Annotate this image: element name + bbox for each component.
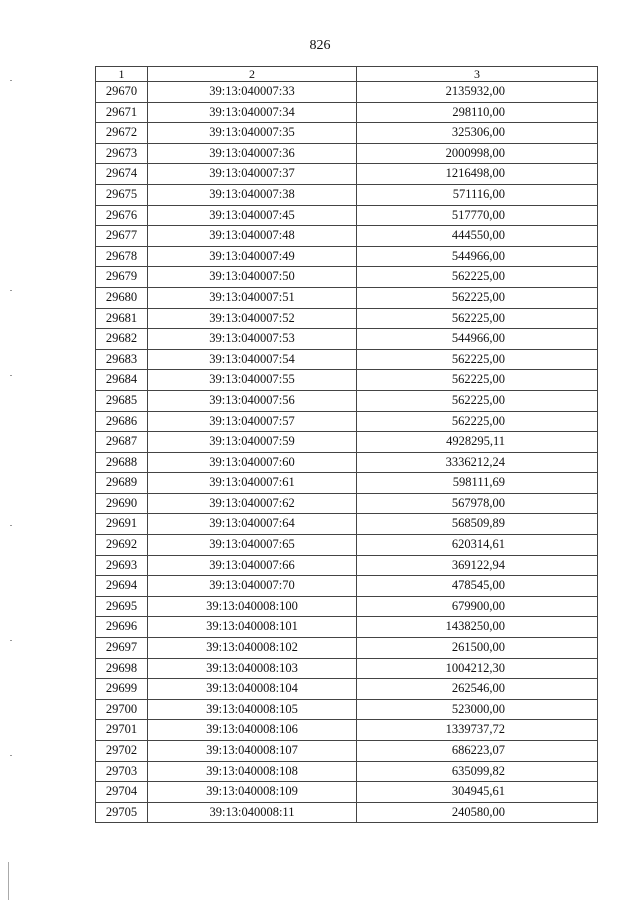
cadastral-value-cell: 562225,00 xyxy=(357,370,598,391)
cadastral-value-cell: 568509,89 xyxy=(357,514,598,535)
cadastral-value-cell: 686223,07 xyxy=(357,741,598,762)
cadastral-value-cell: 562225,00 xyxy=(357,287,598,308)
row-number-cell: 29680 xyxy=(96,287,148,308)
cadastral-value-cell: 298110,00 xyxy=(357,102,598,123)
row-number-cell: 29689 xyxy=(96,473,148,494)
cadastral-number-cell: 39:13:040007:56 xyxy=(148,390,357,411)
table-row xyxy=(96,370,598,391)
table-row xyxy=(96,123,598,144)
cadastral-number-cell: 39:13:040008:106 xyxy=(148,720,357,741)
row-number-cell: 29700 xyxy=(96,699,148,720)
cadastral-number-cell: 39:13:040008:104 xyxy=(148,679,357,700)
table-row xyxy=(96,782,598,803)
cadastral-value-cell: 567978,00 xyxy=(357,493,598,514)
cadastral-value-cell: 325306,00 xyxy=(357,123,598,144)
row-number-cell: 29672 xyxy=(96,123,148,144)
table-row xyxy=(96,473,598,494)
margin-mark xyxy=(10,640,12,641)
row-number-cell: 29702 xyxy=(96,741,148,762)
table-row xyxy=(96,246,598,267)
row-number-cell: 29684 xyxy=(96,370,148,391)
table-row xyxy=(96,226,598,247)
margin-mark xyxy=(10,80,12,81)
table-row xyxy=(96,741,598,762)
row-number-cell: 29681 xyxy=(96,308,148,329)
row-number-cell: 29671 xyxy=(96,102,148,123)
cadastral-value-cell: 571116,00 xyxy=(357,184,598,205)
margin-mark xyxy=(10,525,12,526)
table-row xyxy=(96,576,598,597)
cadastral-value-cell: 3336212,24 xyxy=(357,452,598,473)
table-row xyxy=(96,452,598,473)
cadastral-value-cell: 304945,61 xyxy=(357,782,598,803)
row-number-cell: 29693 xyxy=(96,555,148,576)
cadastral-number-cell: 39:13:040007:70 xyxy=(148,576,357,597)
cadastral-value-cell: 444550,00 xyxy=(357,226,598,247)
cadastral-value-cell: 562225,00 xyxy=(357,267,598,288)
cadastral-value-cell: 635099,82 xyxy=(357,761,598,782)
cadastral-number-cell: 39:13:040007:34 xyxy=(148,102,357,123)
cadastral-value-cell: 1438250,00 xyxy=(357,617,598,638)
cadastral-value-cell: 562225,00 xyxy=(357,308,598,329)
cadastral-number-cell: 39:13:040007:33 xyxy=(148,82,357,103)
row-number-cell: 29679 xyxy=(96,267,148,288)
table-row xyxy=(96,679,598,700)
table-row xyxy=(96,535,598,556)
row-number-cell: 29698 xyxy=(96,658,148,679)
table-row xyxy=(96,308,598,329)
table-body xyxy=(96,82,598,823)
table-row xyxy=(96,596,598,617)
cadastral-value-cell: 2000998,00 xyxy=(357,143,598,164)
table-header-row xyxy=(96,67,598,82)
margin-mark xyxy=(10,375,12,376)
cadastral-number-cell: 39:13:040007:66 xyxy=(148,555,357,576)
cadastral-value-cell: 523000,00 xyxy=(357,699,598,720)
cadastral-value-cell: 562225,00 xyxy=(357,411,598,432)
cadastral-number-cell: 39:13:040007:53 xyxy=(148,329,357,350)
cadastral-number-cell: 39:13:040008:102 xyxy=(148,638,357,659)
cadastral-number-cell: 39:13:040007:54 xyxy=(148,349,357,370)
row-number-cell: 29674 xyxy=(96,164,148,185)
cadastral-value-cell: 517770,00 xyxy=(357,205,598,226)
row-number-cell: 29694 xyxy=(96,576,148,597)
table-row xyxy=(96,205,598,226)
row-number-cell: 29688 xyxy=(96,452,148,473)
table-row xyxy=(96,761,598,782)
row-number-cell: 29673 xyxy=(96,143,148,164)
cadastral-number-cell: 39:13:040008:109 xyxy=(148,782,357,803)
cadastral-number-cell: 39:13:040007:51 xyxy=(148,287,357,308)
row-number-cell: 29705 xyxy=(96,802,148,823)
row-number-cell: 29697 xyxy=(96,638,148,659)
table-row xyxy=(96,493,598,514)
table-row xyxy=(96,82,598,103)
cadastral-number-cell: 39:13:040008:108 xyxy=(148,761,357,782)
column-header-2: 2 xyxy=(148,67,357,82)
cadastral-value-cell: 1339737,72 xyxy=(357,720,598,741)
cadastral-number-cell: 39:13:040007:48 xyxy=(148,226,357,247)
row-number-cell: 29687 xyxy=(96,432,148,453)
cadastral-number-cell: 39:13:040007:64 xyxy=(148,514,357,535)
cadastral-number-cell: 39:13:040007:62 xyxy=(148,493,357,514)
cadastral-value-cell: 478545,00 xyxy=(357,576,598,597)
table-row xyxy=(96,349,598,370)
row-number-cell: 29699 xyxy=(96,679,148,700)
cadastral-number-cell: 39:13:040007:37 xyxy=(148,164,357,185)
margin-mark xyxy=(10,290,12,291)
table-row xyxy=(96,267,598,288)
table-row xyxy=(96,555,598,576)
table-row xyxy=(96,432,598,453)
table-row xyxy=(96,617,598,638)
row-number-cell: 29685 xyxy=(96,390,148,411)
cadastral-value-cell: 1004212,30 xyxy=(357,658,598,679)
cadastral-value-cell: 679900,00 xyxy=(357,596,598,617)
cadastral-number-cell: 39:13:040007:55 xyxy=(148,370,357,391)
cadastral-value-cell: 544966,00 xyxy=(357,246,598,267)
cadastral-value-cell: 562225,00 xyxy=(357,390,598,411)
cadastral-value-cell: 544966,00 xyxy=(357,329,598,350)
cadastral-value-cell: 4928295,11 xyxy=(357,432,598,453)
cadastral-number-cell: 39:13:040007:49 xyxy=(148,246,357,267)
table-row xyxy=(96,329,598,350)
row-number-cell: 29675 xyxy=(96,184,148,205)
cadastral-number-cell: 39:13:040007:36 xyxy=(148,143,357,164)
table-row xyxy=(96,184,598,205)
column-header-1: 1 xyxy=(96,67,148,82)
row-number-cell: 29696 xyxy=(96,617,148,638)
page-number: 826 xyxy=(309,38,331,53)
cadastral-number-cell: 39:13:040007:61 xyxy=(148,473,357,494)
cadastral-number-cell: 39:13:040007:60 xyxy=(148,452,357,473)
cadastral-value-cell: 562225,00 xyxy=(357,349,598,370)
row-number-cell: 29670 xyxy=(96,82,148,103)
cadastral-number-cell: 39:13:040008:105 xyxy=(148,699,357,720)
row-number-cell: 29701 xyxy=(96,720,148,741)
cadastral-number-cell: 39:13:040008:107 xyxy=(148,741,357,762)
table-row xyxy=(96,287,598,308)
margin-line xyxy=(8,862,9,900)
row-number-cell: 29691 xyxy=(96,514,148,535)
row-number-cell: 29676 xyxy=(96,205,148,226)
column-header-3: 3 xyxy=(357,67,598,82)
cadastral-number-cell: 39:13:040008:103 xyxy=(148,658,357,679)
cadastral-number-cell: 39:13:040007:35 xyxy=(148,123,357,144)
table-row xyxy=(96,802,598,823)
cadastral-number-cell: 39:13:040007:38 xyxy=(148,184,357,205)
cadastral-number-cell: 39:13:040008:101 xyxy=(148,617,357,638)
cadastral-number-cell: 39:13:040008:100 xyxy=(148,596,357,617)
row-number-cell: 29704 xyxy=(96,782,148,803)
table-row xyxy=(96,143,598,164)
cadastral-value-cell: 2135932,00 xyxy=(357,82,598,103)
table-row xyxy=(96,102,598,123)
table-row xyxy=(96,638,598,659)
table-row xyxy=(96,658,598,679)
table-row xyxy=(96,411,598,432)
margin-mark xyxy=(10,755,12,756)
table-row xyxy=(96,699,598,720)
row-number-cell: 29677 xyxy=(96,226,148,247)
cadastral-value-cell: 598111,69 xyxy=(357,473,598,494)
row-number-cell: 29690 xyxy=(96,493,148,514)
table-row xyxy=(96,390,598,411)
cadastral-number-cell: 39:13:040007:65 xyxy=(148,535,357,556)
cadastral-number-cell: 39:13:040007:52 xyxy=(148,308,357,329)
row-number-cell: 29683 xyxy=(96,349,148,370)
cadastral-number-cell: 39:13:040008:11 xyxy=(148,802,357,823)
cadastral-number-cell: 39:13:040007:50 xyxy=(148,267,357,288)
cadastral-number-cell: 39:13:040007:57 xyxy=(148,411,357,432)
row-number-cell: 29692 xyxy=(96,535,148,556)
row-number-cell: 29678 xyxy=(96,246,148,267)
row-number-cell: 29695 xyxy=(96,596,148,617)
cadastral-value-table xyxy=(95,66,598,823)
row-number-cell: 29686 xyxy=(96,411,148,432)
cadastral-number-cell: 39:13:040007:45 xyxy=(148,205,357,226)
cadastral-value-cell: 261500,00 xyxy=(357,638,598,659)
cadastral-value-cell: 620314,61 xyxy=(357,535,598,556)
cadastral-number-cell: 39:13:040007:59 xyxy=(148,432,357,453)
row-number-cell: 29682 xyxy=(96,329,148,350)
cadastral-value-cell: 1216498,00 xyxy=(357,164,598,185)
row-number-cell: 29703 xyxy=(96,761,148,782)
table-row xyxy=(96,514,598,535)
cadastral-value-cell: 240580,00 xyxy=(357,802,598,823)
cadastral-value-cell: 262546,00 xyxy=(357,679,598,700)
table-row xyxy=(96,720,598,741)
cadastral-value-cell: 369122,94 xyxy=(357,555,598,576)
table-row xyxy=(96,164,598,185)
